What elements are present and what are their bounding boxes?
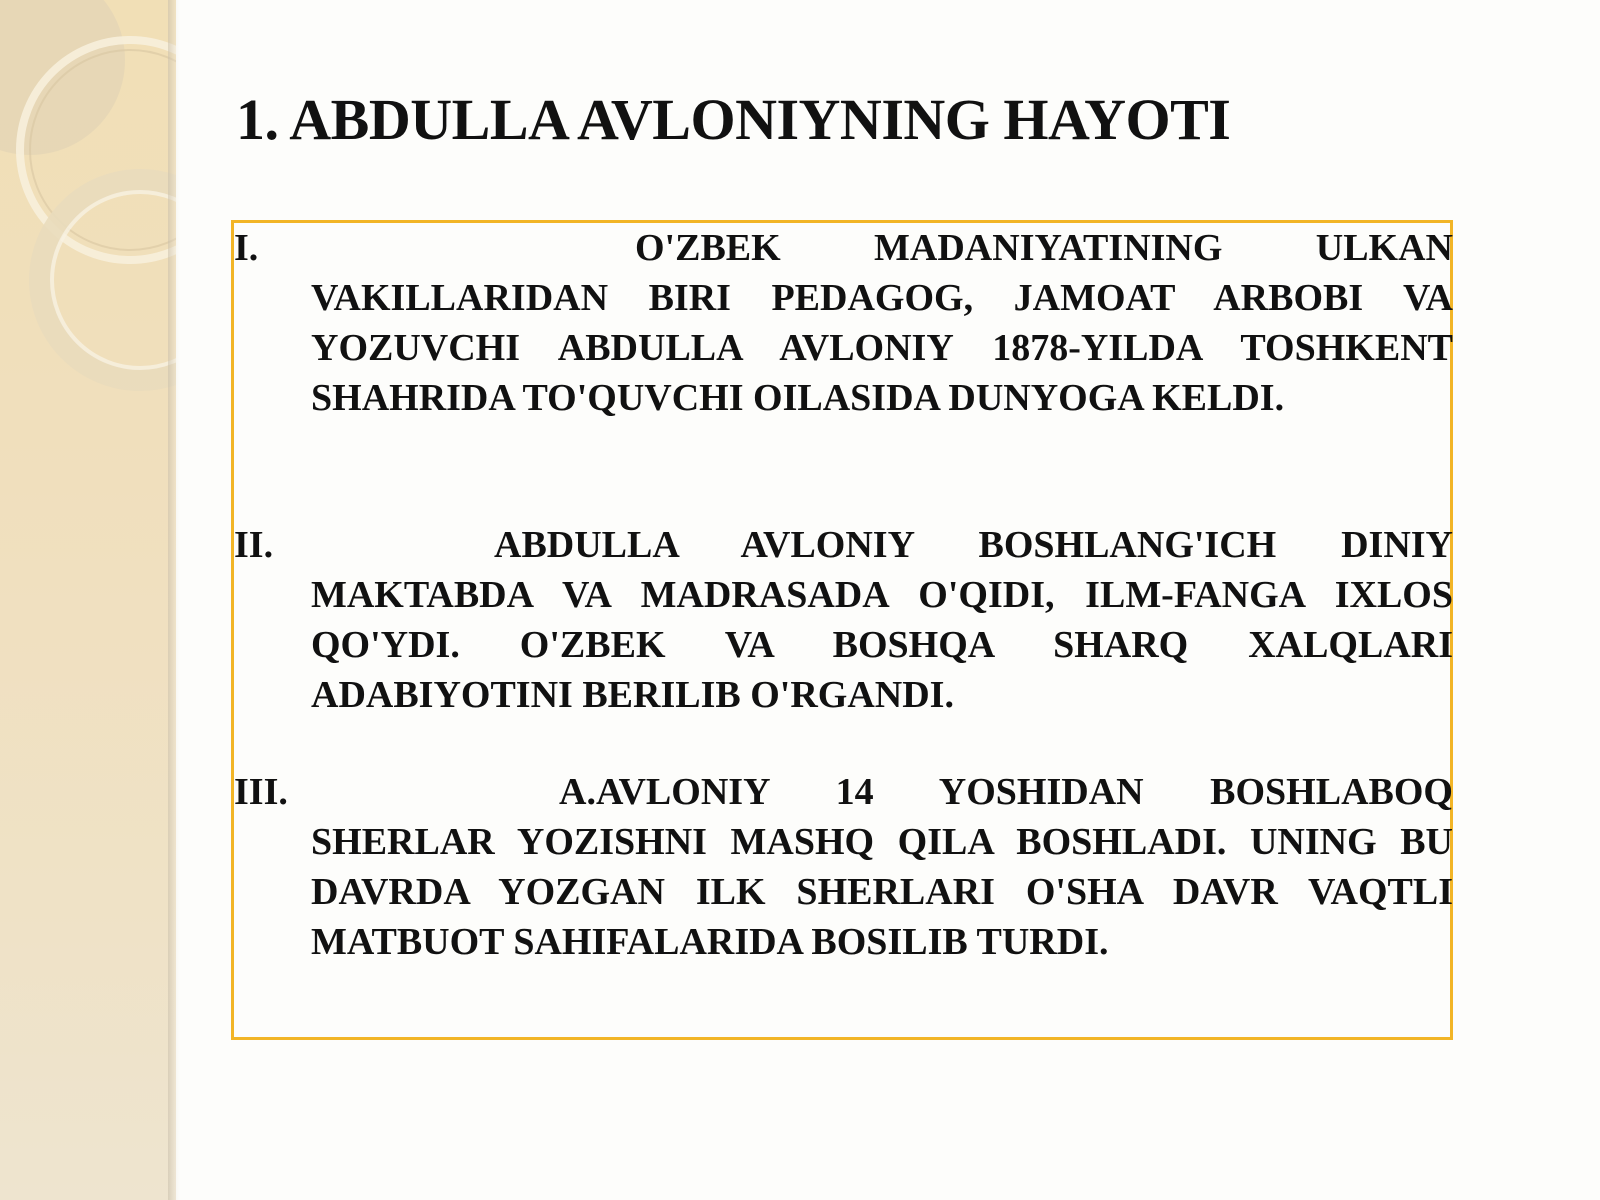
item-text: O'ZBEK MADANIYATINING ULKAN VAKILLARIDAN BIRI PEDAGOG, JAMOAT ARBOBI VA YOZUVCHI ABDULLA AVLONIY 1878-YILDA TOSHKENT SHAHRIDA TO'QUVCHI OILASIDA DUNYOGA KELDI. [311,227,1453,419]
item-text: A.AVLONIY 14 YOSHIDAN BOSHLABOQ SHERLAR YOZISHNI MASHQ QILA BOSHLADI. UNING BU DAVRDA YOZGAN ILK SHERLARI O'SHA DAVR VAQTLI MATBUOT SAHIFALARIDA BOSILIB TURDI. [311,771,1453,963]
sidebar-shadow [168,0,180,1200]
item-number: I. [234,227,259,269]
item-number: II. [234,524,274,566]
item-text: ABDULLA AVLONIY BOSHLANG'ICH DINIY MAKTABDA VA MADRASADA O'QIDI, ILM-FANGA IXLOS QO'YDI. O'ZBEK VA BOSHQA SHARQ XALQLARI ADABIYOTINI BERILIB O'RGANDI. [311,524,1453,716]
item-number: III. [234,771,288,813]
list-item-2 [234,520,1453,720]
list-item-3 [234,767,1453,967]
content-box [231,220,1453,1040]
decorative-sidebar [0,0,176,1200]
slide-title: 1. ABDULLA AVLONIYNING HAYOTI [236,87,1231,152]
list-item-1 [234,223,1453,423]
ring-ornament [0,0,176,420]
